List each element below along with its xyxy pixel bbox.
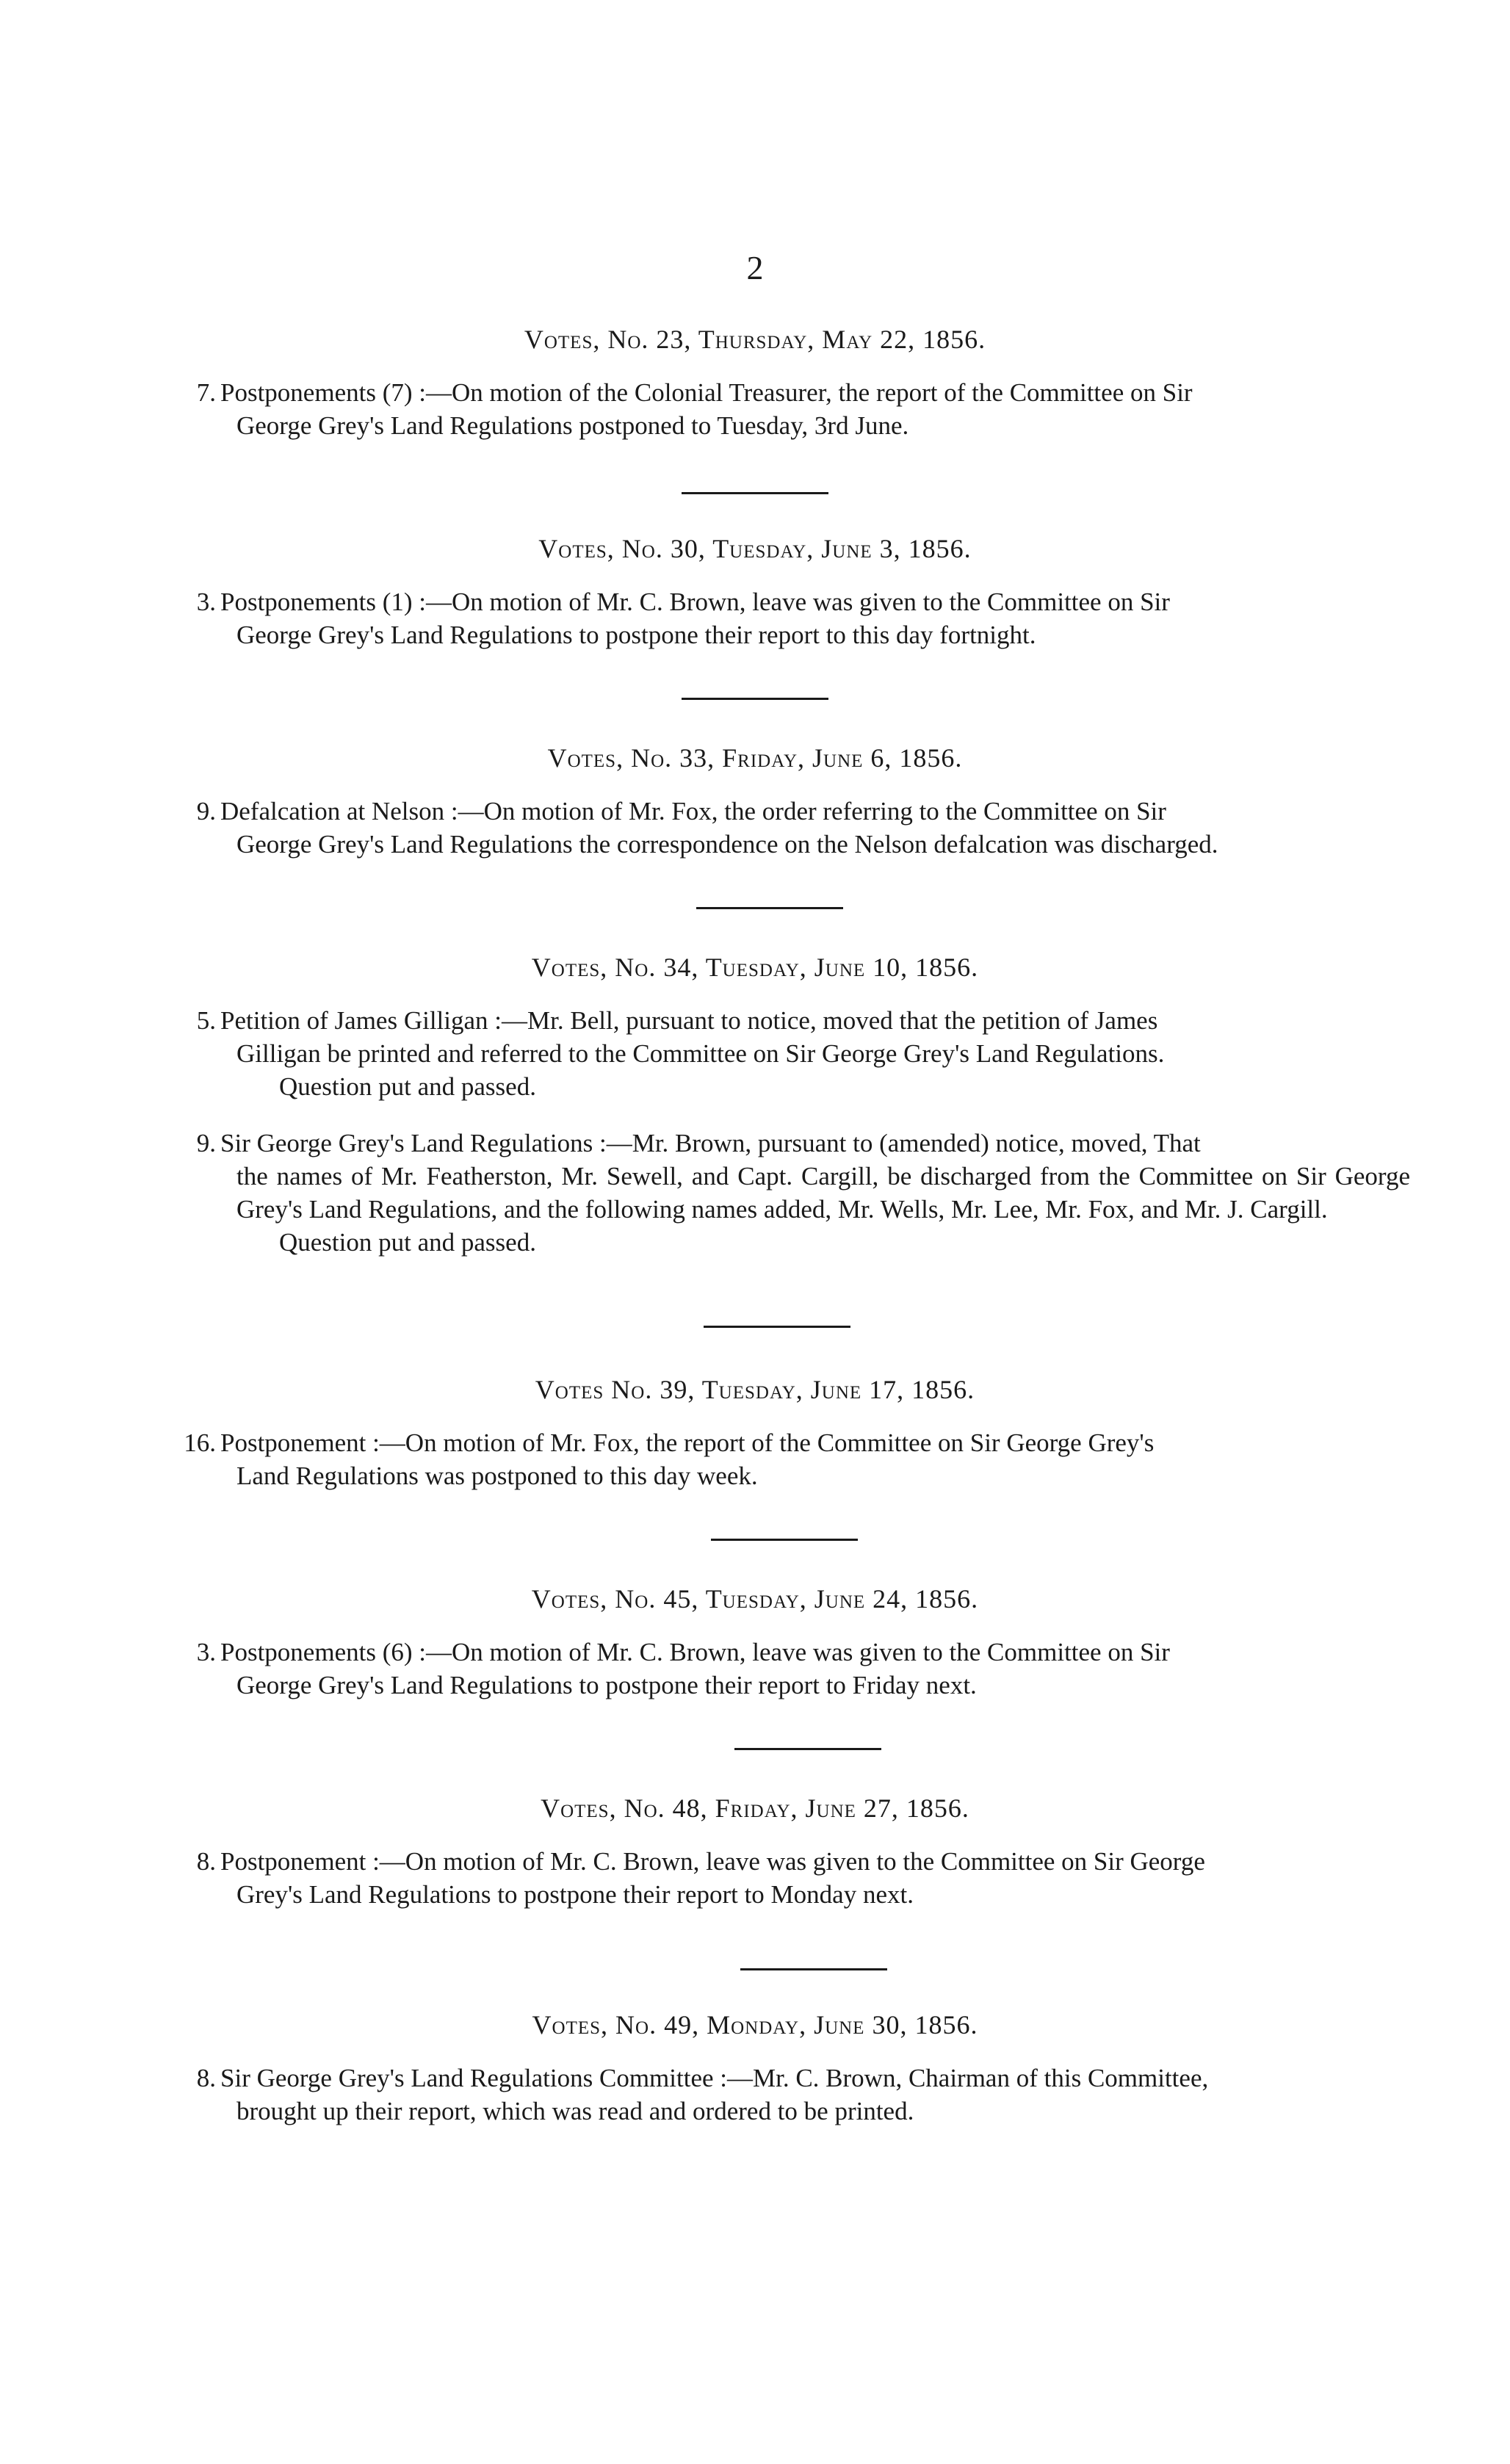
votes-section — [0, 1373, 1510, 1492]
entry-question: Question put and passed. — [279, 1072, 536, 1101]
entry-continuation: George Grey's Land Regulations to postpone their report to Friday next. — [236, 1671, 977, 1699]
section-divider — [711, 1539, 858, 1541]
entry-number: 7. — [196, 378, 216, 407]
entry — [196, 1127, 1410, 1259]
votes-section — [0, 532, 1510, 651]
entry-text: Postponements (1) :—On motion of Mr. C. Brown, leave was given to the Committee on Sir — [220, 588, 1170, 616]
entry-text: Postponement :—On motion of Mr. C. Brown, leave was given to the Committee on Sir George — [220, 1847, 1205, 1876]
entry — [196, 795, 1410, 861]
entry — [196, 1004, 1410, 1103]
entry — [196, 1845, 1410, 1911]
entry-text: Petition of James Gilligan :—Mr. Bell, pursuant to notice, moved that the petition of James — [220, 1006, 1158, 1035]
entry-continuation: Gilligan be printed and referred to the Committee on Sir George Grey's Land Regulations. — [236, 1039, 1165, 1068]
entry-number: 8. — [196, 1847, 216, 1876]
page-number: 2 — [746, 249, 764, 286]
entry — [184, 1426, 1410, 1492]
entry-continuation: George Grey's Land Regulations postponed to Tuesday, 3rd June. — [236, 411, 909, 440]
entry — [196, 1636, 1410, 1702]
section-divider — [734, 1748, 881, 1750]
entry-number: 3. — [196, 1638, 216, 1666]
section-heading: Votes, No. 33, Friday, June 6, 1856. — [547, 743, 963, 773]
section-heading: Votes, No. 34, Tuesday, June 10, 1856. — [531, 953, 979, 982]
entry-continuation: Land Regulations was postponed to this day week. — [236, 1462, 758, 1490]
section-divider — [682, 492, 828, 494]
votes-section — [0, 742, 1510, 861]
section-heading: Votes, No. 49, Monday, June 30, 1856. — [532, 2010, 978, 2040]
entry-number: 9. — [196, 797, 216, 825]
entry-continuation: George Grey's Land Regulations to postpone their report to this day fortnight. — [236, 621, 1036, 649]
section-heading: Votes, No. 30, Tuesday, June 3, 1856. — [538, 534, 972, 563]
entry-number: 5. — [196, 1006, 216, 1035]
entry-continuation: George Grey's Land Regulations the correspondence on the Nelson defalcation was discharged. — [236, 830, 1218, 859]
section-heading: Votes No. 39, Tuesday, June 17, 1856. — [535, 1375, 975, 1404]
entry-continuation: brought up their report, which was read and ordered to be printed. — [236, 2097, 914, 2125]
entry-text: Postponements (6) :—On motion of Mr. C. Brown, leave was given to the Committee on Sir — [220, 1638, 1170, 1666]
section-divider — [740, 1968, 887, 1970]
entry-continuation: the names of Mr. Featherston, Mr. Sewell, and Capt. Cargill, be discharged from the Committee on Sir George Grey's Land Regulations, and the following names added, Mr. Wells, Mr. Lee, Mr. Fox, and Mr. J. Cargill. — [236, 1162, 1410, 1224]
section-heading: Votes, No. 48, Friday, June 27, 1856. — [541, 1793, 969, 1823]
entry-text: Sir George Grey's Land Regulations Committee :—Mr. C. Brown, Chairman of this Committee, — [220, 2064, 1209, 2092]
entry-number: 9. — [196, 1129, 216, 1157]
section-divider — [696, 907, 843, 909]
entry-number: 3. — [196, 588, 216, 616]
entry-number: 16. — [184, 1428, 216, 1457]
votes-section — [0, 2009, 1510, 2128]
entry-text: Postponement :—On motion of Mr. Fox, the report of the Committee on Sir George Grey's — [220, 1428, 1155, 1457]
entry-number: 8. — [196, 2064, 216, 2092]
section-heading: Votes, No. 23, Thursday, May 22, 1856. — [524, 325, 986, 354]
votes-section — [0, 1792, 1510, 1911]
section-divider — [704, 1326, 850, 1328]
entry — [196, 585, 1410, 651]
entry-text: Sir George Grey's Land Regulations :—Mr. Brown, pursuant to (amended) notice, moved, That — [220, 1129, 1201, 1157]
entry-continuation: Grey's Land Regulations to postpone their report to Monday next. — [236, 1880, 914, 1909]
entry-text: Defalcation at Nelson :—On motion of Mr. Fox, the order referring to the Committee on Sir — [220, 797, 1166, 825]
entry — [196, 2062, 1410, 2128]
entry — [196, 376, 1410, 442]
section-divider — [682, 698, 828, 700]
entry-question: Question put and passed. — [279, 1228, 536, 1257]
votes-section — [0, 323, 1510, 442]
votes-section — [0, 951, 1510, 1259]
votes-section — [0, 1583, 1510, 1702]
entry-text: Postponements (7) :—On motion of the Colonial Treasurer, the report of the Committee on Sir — [220, 378, 1193, 407]
section-heading: Votes, No. 45, Tuesday, June 24, 1856. — [531, 1584, 979, 1614]
